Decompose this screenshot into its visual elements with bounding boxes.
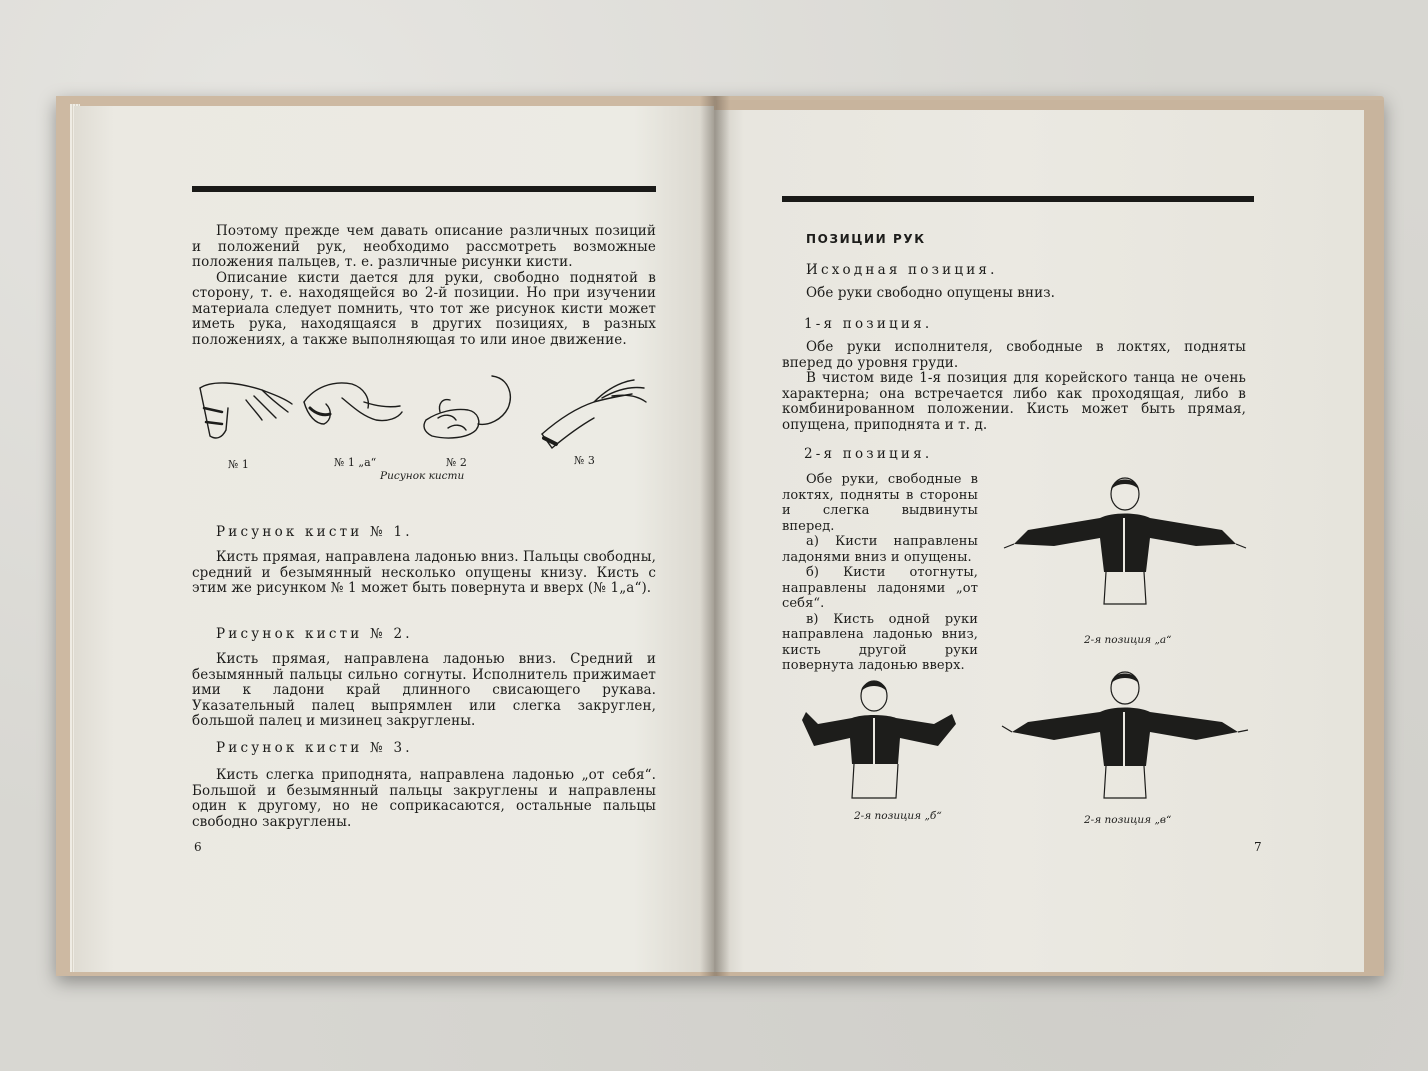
position-2-line: б) Кисти отогнуты, направлены ладонями „от себя“. [782,565,978,611]
intro-paragraph: Описание кисти дается для руки, свободно поднятой в сторону, т. е. находящейся во 2-й позиции. Но при изучении материала следует помнить, что тот же рисунок кисти может иметь рука, находящаяся в других позициях, в разных положениях, а также выполняющая то или иное движение. [192,269,656,348]
position-2-title: 2-я позиция. [804,446,933,462]
position-1-paragraph: В чистом виде 1-я позиция для корейского танца не очень характерна; она встречается либо как проходящая, либо в комбинированном положении. Кисть может быть прямая, опущена, приподнята и т. д. [782,370,1246,433]
caption-position-2c: 2-я позиция „в“ [1084,814,1172,826]
section-2-body [192,652,656,730]
section-3-body [192,768,656,830]
section-1-body [192,550,656,597]
hand-label-1a: № 1 „а“ [334,456,377,469]
left-page [74,106,714,972]
dancer-figure-b [788,674,988,804]
initial-position-text: Обе руки свободно опущены вниз. [806,285,1056,301]
hand-2-drawing [478,376,510,424]
caption-position-2a: 2-я позиция „а“ [1084,634,1172,646]
dancer-figure-a [1000,472,1250,612]
hand-drawings [192,368,656,458]
hand-label-3: № 3 [574,454,595,467]
section-3-paragraph: Кисть слегка приподнята, направлена ладонью „от себя“. Большой и безымянный пальцы закруглены и направлены один к другому, но не соприкасаются, остальные пальцы свободно закруглены. [192,767,656,830]
position-2-text [782,472,978,674]
intro-text [192,224,656,348]
top-rule [782,196,1254,202]
top-rule [192,186,656,192]
hand-label-2: № 2 [446,456,467,469]
caption-position-2b: 2-я позиция „б“ [854,810,942,822]
initial-position-title: Исходная позиция. [806,262,998,278]
intro-paragraph: Поэтому прежде чем давать описание различных позиций и положений рук, необходимо рассмотреть возможные положения пальцев, т. е. различные рисунки кисти. [192,223,656,270]
position-2-line: в) Кисть одной руки направлена ладонью вниз, кисть другой руки повернута ладонью вверх. [782,611,978,673]
hand-figure-caption: Рисунок кисти [380,470,465,482]
position-2-line: Обе руки, свободные в локтях, подняты в стороны и слегка выдвинуты вперед. [782,472,978,534]
page-heading: ПОЗИЦИИ РУК [806,232,926,246]
right-page [714,110,1364,972]
hand-1a-drawing [304,383,368,408]
section-1-paragraph: Кисть прямая, направлена ладонью вниз. Пальцы свободны, средний и безымянный несколько опущены книзу. Кисть с этим же рисунком № 1 может быть повернута и вверх (№ 1„а“). [192,549,657,596]
position-2-line: а) Кисти направлены ладонями вниз и опущены. [782,534,978,565]
page-number-left: 6 [194,840,202,854]
position-1-title: 1-я позиция. [804,316,933,332]
section-2-title: Рисунок кисти № 2. [216,626,413,642]
book-gutter [700,96,730,976]
dancer-figure-c [1000,666,1250,806]
position-1-text [782,340,1246,433]
section-3-title: Рисунок кисти № 3. [216,740,413,756]
hand-3-drawing [542,394,632,434]
position-1-paragraph: Обе руки исполнителя, свободные в локтях, подняты вперед до уровня груди. [782,339,1246,371]
section-2-paragraph: Кисть прямая, направлена ладонью вниз. Средний и безымянный пальцы сильно согнуты. Исполнитель прижимает ими к ладони край длинного свисающего рукава. Указательный палец выпрямлен или слегка закруглен, большой палец и мизинец закруглены. [192,651,656,729]
section-1-title: Рисунок кисти № 1. [216,524,413,540]
hand-label-1: № 1 [228,458,249,471]
page-number-right: 7 [1254,840,1262,854]
